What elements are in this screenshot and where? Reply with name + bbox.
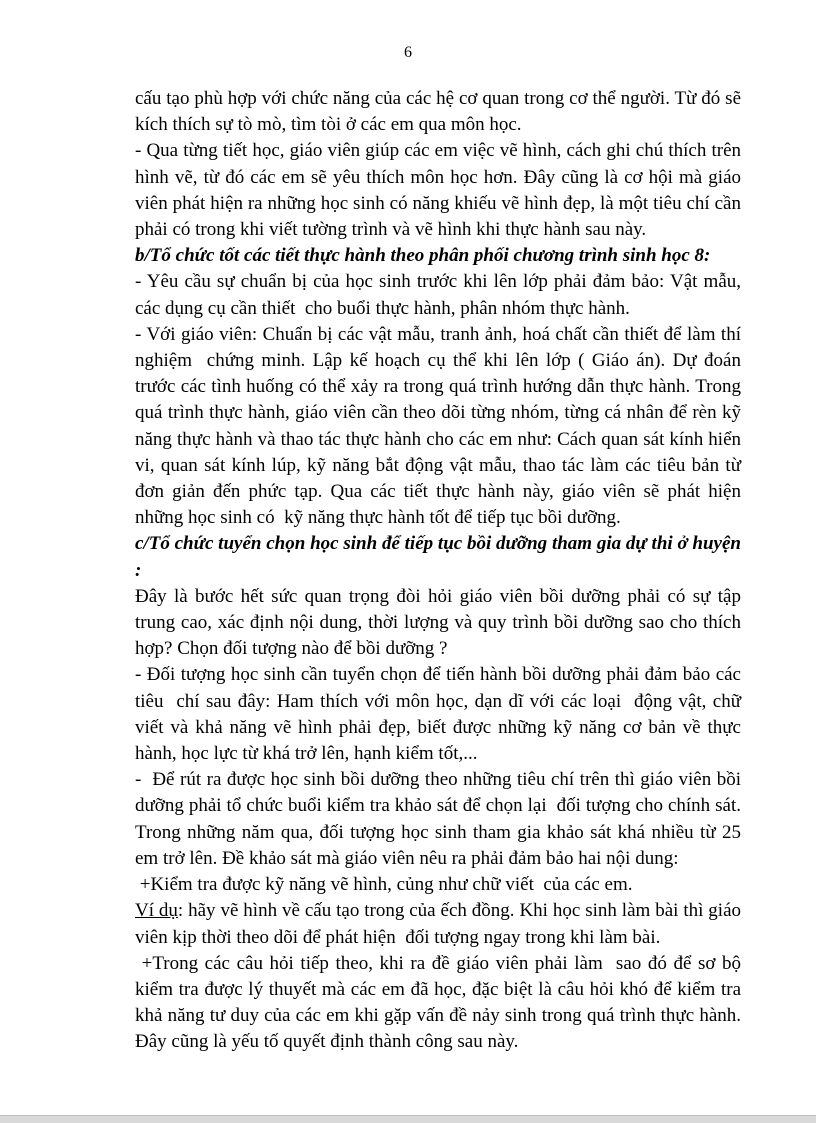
text-run: c/Tổ chức tuyển chọn học sinh để tiếp tục bồi dưỡng tham gia dự thi ở huyện : — [135, 533, 746, 581]
page-bottom-edge — [0, 1115, 816, 1123]
paragraph — [135, 872, 741, 898]
text-run: - Với giáo viên: Chuẩn bị các vật mẫu, tranh ảnh, hoá chất cần thiết để làm thí nghiệm chứng minh. Lập kế hoạch cụ thể khi lên lớp ( Giáo án). Dự đoán trước các tình huống có thể xảy ra trong quá trình hướng dẫn thực hành. Trong quá trình thực hành, giáo viên cần theo dõi từng nhóm, từng cá nhân để rèn kỹ năng thực hành và thao tác thực hành cho các em như: Cách quan sát kính hiển vi, quan sát kính lúp, kỹ năng bắt động vật mẫu, thao tác làm các tiêu bản từ đơn giản đến phức tạp. Qua các tiết thực hành này, giáo viên sẽ phát hiện những học sinh có kỹ năng thực hành tốt để tiếp tục bồi dưỡng. — [135, 323, 746, 529]
text-run: cấu tạo phù hợp với chức năng của các hệ cơ quan trong cơ thể người. Từ đó sẽ kích thích sự tò mò, tìm tòi ở các em qua môn học. — [135, 88, 746, 136]
section-heading — [135, 531, 746, 583]
text-run: - Để rút ra được học sinh bồi dưỡng theo những tiêu chí trên thì giáo viên bồi dưỡng phải tổ chức buổi kiểm tra khảo sát để chọn lại đối tượng cho chính sát. Trong những năm qua, đối tượng học sinh tham gia khảo sát khá nhiều từ 25 em trở lên. Đề khảo sát mà giáo viên nêu ra phải đảm bảo hai nội dung: — [135, 769, 746, 869]
text-run: - Qua từng tiết học, giáo viên giúp các em việc vẽ hình, cách ghi chú thích trên hình vẽ, từ đó các em sẽ yêu thích môn học hơn. Đây cũng là cơ hội mà giáo viên phát hiện ra những học sinh có năng khiếu vẽ hình đẹp, là một tiêu chí cần phải có trong khi viết tường trình và vẽ hình khi thực hành sau này. — [135, 140, 746, 241]
paragraph — [135, 951, 746, 1056]
text-run: - Yêu cầu sự chuẩn bị của học sinh trước khi lên lớp phải đảm bảo: Vật mẫu, các dụng cụ cần thiết cho buổi thực hành, phân nhóm thực hành. — [135, 271, 746, 319]
paragraph — [135, 584, 746, 663]
paragraph — [135, 662, 746, 767]
paragraph — [135, 138, 746, 243]
paragraph — [135, 86, 746, 138]
text-run: : hãy vẽ hình về cấu tạo trong của ếch đồng. Khi học sinh làm bài thì giáo viên kịp thời theo dõi để phát hiện đối tượng ngay trong khi làm bài. — [135, 900, 746, 948]
section-heading — [135, 243, 741, 269]
text-run: b/Tổ chức tốt các tiết thực hành theo phân phối chương trình sinh học 8: — [135, 245, 711, 267]
document-body — [135, 86, 746, 1056]
text-run: - Đối tượng học sinh cần tuyển chọn để tiến hành bồi dưỡng phải đảm bảo các tiêu chí sau đây: Ham thích với môn học, dạn dĩ với các loại động vật, chữ viết và khả năng vẽ hình phải đẹp, biết được những kỹ năng cơ bản về thực hành, học lực từ khá trở lên, hạnh kiểm tốt,... — [135, 664, 746, 765]
paragraph — [135, 898, 746, 950]
text-run: Ví dụ — [135, 900, 178, 922]
text-run: Đây là bước hết sức quan trọng đòi hỏi giáo viên bồi dưỡng phải có sự tập trung cao, xác định nội dung, thời lượng và quy trình bồi dưỡng sao cho thích hợp? Chọn đối tượng nào để bồi dưỡng ? — [135, 585, 746, 660]
page-number: 6 — [404, 44, 412, 61]
paragraph — [135, 767, 746, 872]
text-run: +Kiểm tra được kỹ năng vẽ hình, củng như chữ viết của các em. — [135, 874, 633, 896]
text-run: +Trong các câu hỏi tiếp theo, khi ra đề giáo viên phải làm sao đó để sơ bộ kiểm tra được lý thuyết mà các em đã học, đặc biệt là câu hỏi khó để kiểm tra khả năng tư duy của các em khi gặp vấn đề nảy sinh trong quá trình thực hành. Đây cũng là yếu tố quyết định thành công sau này. — [135, 952, 746, 1053]
paragraph — [135, 322, 746, 532]
paragraph — [135, 269, 746, 321]
